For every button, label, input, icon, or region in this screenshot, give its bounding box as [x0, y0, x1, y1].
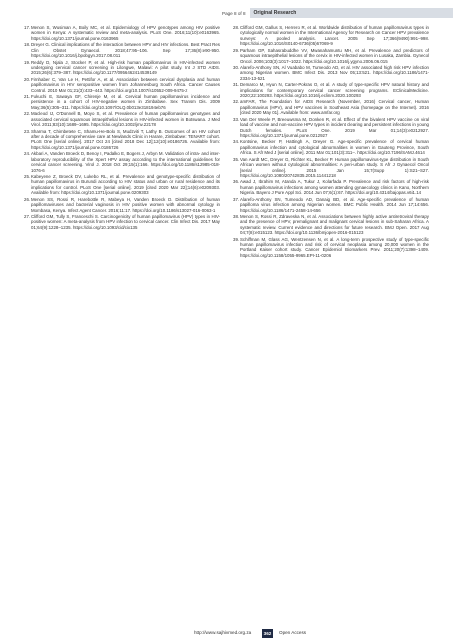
reference-text: Macleod IJ, O'Donnell B, Moyo S, et al. Prevalence of human papillomavirus genotypes and associated cervical squamous intraepithelial lesions in HIV-infected women in Botswana. J Med Virol. 2011;83(10):1689–1695. https://doi.org/10.1002/jmv.22178	[31, 111, 220, 128]
reference-text: Clifford GM, Tully S, Franceschi S. Carcinogenicity of human papillomavirus (HPV) types in HIV-positive women: A meta-analysis from HPV infection to cervical cancer. Clin Infect Dis. 2017 May 01;64(9):1228–1235. https://doi.org/10.1093/cid/cix135	[31, 213, 220, 230]
reference-item	[233, 25, 429, 47]
reference-text: Menon S, Wusiman A, Boily MC, et al. Epidemiology of HPV genotypes among HIV positive women in Kenya: A systematic review and meta-analysis. PLoS One. 2016;11(10):e0163965. https://doi.org/10.1371/journal.pone.0163965	[31, 25, 220, 41]
references-body	[24, 25, 429, 615]
reference-item	[233, 237, 429, 259]
journal-url-link[interactable]: http://www.sajhivmed.org.za	[194, 630, 252, 635]
section-label: Original Research	[253, 10, 297, 16]
reference-item	[233, 99, 429, 115]
reference-number: 38.	[233, 213, 240, 219]
reference-item	[233, 65, 429, 81]
reference-number: 26.	[24, 196, 31, 202]
reference-number: 36.	[233, 179, 240, 185]
reference-text: Demarco M, Hyun N, Carter-Pokras O, et al. A study of type-specific HPV natural history and implications for contemporary cervical cancer screening programs. EClinicalMedicine. 2020;22:100293. https://doi.org/10.1016/j.eclinm.2020.100293	[240, 82, 429, 99]
reference-number: 35.	[233, 156, 240, 162]
reference-item	[24, 94, 220, 110]
section-bar	[250, 8, 453, 18]
reference-text: Parham GP, Sahasrabuddhe VV, Mwanahamuntu MH, et al. Prevalence and predictors of squamous intraepithelial lesions of the cervix in HIV-infected women in Lusaka, Zambia. Gynecol Oncol. 2006;103(3):1017–1022. https://doi.org/10.1016/j.ygyno.2006.06.015	[240, 47, 429, 64]
reference-number: 18.	[24, 42, 31, 48]
reference-number: 39.	[233, 236, 240, 242]
reference-text: amFAR, The Foundation for AIDS Research (November, 2016) Cervical cancer, Human papillomavirus (HPV), and HPV vaccines in Southeast Asia (homepage on the Internet). 2016 [cited 2020 May 01]. Available from: www.amfar.org	[240, 99, 429, 116]
reference-number: 37.	[233, 196, 240, 202]
reference-item	[24, 129, 220, 151]
reference-text: Van Aardt MC, Dreyer G, Richter KL, Becker P. Human papillomavirus-type distribution in South African women without cytological abnormalities: A peri-urban study. S Afr J Gynaecol Oncol [serial online]. 2015 Jan 15;7(Supp 1):S21–S27. https://doi.org/10.1080/20742835.2015.11441218	[240, 156, 429, 179]
reference-item	[233, 197, 429, 213]
reference-text: Firnhaber C, Van Le H, Pettifor A, et al. Association between cervical dysplasia and human papillomavirus in HIV seropositive women from Johannesburg South Africa. Cancer Causes Control. 2010 Mar 01;21(3):433–443. https://doi.org/10.1007/s10552-009-9475-z	[31, 76, 220, 93]
page-footer	[0, 630, 453, 640]
reference-item	[233, 214, 429, 236]
reference-item	[233, 139, 429, 155]
reference-number: 19.	[24, 59, 31, 65]
reference-item	[233, 48, 429, 64]
reference-item	[233, 117, 429, 139]
reference-item	[24, 214, 220, 230]
reference-item	[24, 197, 220, 213]
reference-text: Menon S, Rossi R, Zdraveska N, et al. Associations between highly active antiretroviral therapy and the presence of HPV, premalignant and malignant cervical lesions in sub-Saharan Africa. A systematic review. Current evidence and directions for future research. BMJ Open. 2017 Aug 04;7(8):e015123. https://doi.org/10.1136/bmjopen-2016-015123	[240, 213, 429, 236]
reference-item	[24, 42, 220, 58]
reference-text: Reddy D, Njala J, Stocker P, et al. High-risk human papillomavirus in HIV-infected women undergoing cervical cancer screening in Lilongwe, Malawi: A pilot study. Int J STD AIDS. 2015;26(6):379–387. https://doi.org/10.1177/0956462414539149	[31, 59, 220, 76]
reference-number: 20.	[24, 76, 31, 82]
reference-text: Alarefo-Anthony SN, Tumeodo AD, Danaig BD, et al. Age-specific prevalence of human papilloma virus infection among Nigerian women. BMC Public Health. 2014 Jun 17;14:656. https://doi.org/10.1186/1471-2458-14-656	[240, 196, 429, 213]
reference-text: Awad J, Ibrahim M, Atanda A, Tukur J, Kolarfada P. Prevalence and risk factors of high-risk human papillomavirus infections among women attending gynaecology clinics in Kano, Northern Nigeria. Bayero J Pure Appl Sci. 2014 Jun 07;6(1):67. https://doi.org/10.4314/bajopas.v6i1.14	[240, 179, 429, 196]
reference-list-left	[24, 25, 220, 230]
reference-number: 22.	[24, 111, 31, 117]
reference-text: Fukuchi E, Sawaya GF, Chirenje M, et al. Cervical human papillomavirus incidence and persistence in a cohort of HIV-negative women in Zimbabwe. Sex Transm Dis. 2009 May;36(5):305–311. https://doi.org/10.1097/OLQ.0b013e318194eb76	[31, 94, 220, 110]
reference-text: Akbari A, Vanden Broeck D, Benoy I, Padalko E, Bogers J, Arbyn M. Validation of intra- and inter-laboratory reproducibility of the Xpert HPV assay according to the international guidelines for cervical cancer screening. Virol J. 2018 Oct 29;15(1):166. https://doi.org/10.1186/s12985-018-1076-6	[31, 151, 220, 173]
reference-item	[233, 179, 429, 195]
reference-text: Schiffman M, Glass AG, Wentzensen N, et al. A long-term prospective study of type-specific human papillomavirus infection and risk of cervical neoplasia among 20,000 women in the Portland Kaiser cohort study. Cancer Epidemiol Biomarkers Prev. 2011;20(7):1398–1409. https://doi.org/10.1158/1055-9965.EPI-11-0206	[240, 236, 429, 258]
reference-text: Dreyer G. Clinical implications of the interaction between HPV and HIV infections. Best Pract Res Clin Obstet Gynaecol. 2018;47:95–106. Sep 17;36(8):e90-950. https://doi.org/10.1016/j.bpobgyn.2017.08.011	[31, 42, 220, 59]
reference-number: 34.	[233, 139, 240, 145]
reference-item	[24, 60, 220, 76]
reference-text: Kontsine, Becker P, Hattingh A, Dreyer G. Age-specific prevalence of cervical human papillomavirus infection and cytological abnormalities in women in Gauteng Province, South Africa. S Afr Med J [serial online]. 2011 Mar 01;101(3):311–. https://doi.org/10.7196/SAMJ.4614	[240, 139, 429, 156]
reference-text: Menon SS, Rossi R, Harebottle R, Mabeya H, Vanden Broeck D. Distribution of human papillomaviruses and bacterial vaginosis in HIV positive women with abnormal cytology in Mombasa, Kenya. Infect Agent Cancer. 2016;11:17. https://doi.org/10.1186/s13027-016-0063-1	[31, 196, 220, 213]
reference-number: 29.	[233, 47, 240, 53]
page-header	[222, 6, 453, 20]
reference-text: Sharma T, Chimbetete C, Shamu-He-Bolo S, Mudzviti T, Lathy B. Outcomes of an HIV cohort after a decade of comprehensive care at Newlands Clinic in Harare, Zimbabwe: TENART cohort. PLoS One [serial online]. 2017 Oct 24 [cited 2018 Dec 12];12(10):e0186726. Available from: https://doi.org/10.1371/journal.pone.0186726	[31, 128, 220, 150]
reference-number: 25.	[24, 173, 31, 179]
reference-number: 24.	[24, 151, 31, 157]
reference-text: Clifford GM, Gallus S, Herrero R, et al. Worldwide distribution of human papillomavirus types in cytologically normal women in the International Agency for Research on Cancer HPV prevalence surveys: A pooled analysis. Lancet. 2005 Sep 17;366(9490):991–998. https://doi.org/10.1016/S0140-6736(05)67069-9	[240, 25, 429, 47]
reference-item	[24, 174, 220, 196]
page-number: 362	[263, 631, 272, 636]
open-access-label: Open Access	[279, 630, 307, 635]
reference-item	[24, 25, 220, 41]
reference-number: 33.	[233, 116, 240, 122]
reference-item	[233, 157, 429, 179]
reference-number: 28.	[233, 25, 240, 30]
reference-number: 23.	[24, 128, 31, 134]
references-right-column	[233, 25, 429, 615]
reference-number: 21.	[24, 94, 31, 99]
reference-item	[24, 111, 220, 127]
reference-number: 30.	[233, 64, 240, 70]
reference-number: 32.	[233, 99, 240, 105]
reference-number: 17.	[24, 25, 31, 30]
references-left-column	[24, 25, 220, 615]
reference-item	[24, 151, 220, 173]
reference-text: Alarefo-Anthony SN, Al Vuababo M, Tumeodo AD, et al. HIV associated high risk HPV infection among Nigerian women. BMC Infect Dis. 2013 Nov 05;13:521. https://doi.org/10.1186/1471-2334-13-521	[240, 64, 429, 81]
reference-text: Kabeyene Z, Broeck DV, Lukebo RL, et al. Prevalence and genotype-specific distribution of human papillomavirus in Burundi according to HIV status and urban or rural residence and its implications for control. PLoS One [serial online]. 2019 [cited 2020 Mar 22];14(6):e0209303. Available from: https://doi.org/10.1371/journal.pone.0209303	[31, 173, 220, 196]
page-label: Page 8 of 8	[222, 10, 246, 16]
reference-number: 31.	[233, 82, 240, 88]
reference-item	[24, 77, 220, 93]
reference-item	[233, 82, 429, 98]
reference-list-right	[233, 25, 429, 258]
reference-text: Van Der Weele P, Breeuwsma M, Donken R, et al. Effect of the bivalent HPV vaccine on viral load of vaccine and non-vaccine HPV types in incident clearing and persistent infections in young Dutch females. PLoS One. 2019 Mar 01;14(3):e0212927. https://doi.org/10.1371/journal.pone.0212927	[240, 116, 429, 139]
reference-number: 27.	[24, 213, 31, 219]
